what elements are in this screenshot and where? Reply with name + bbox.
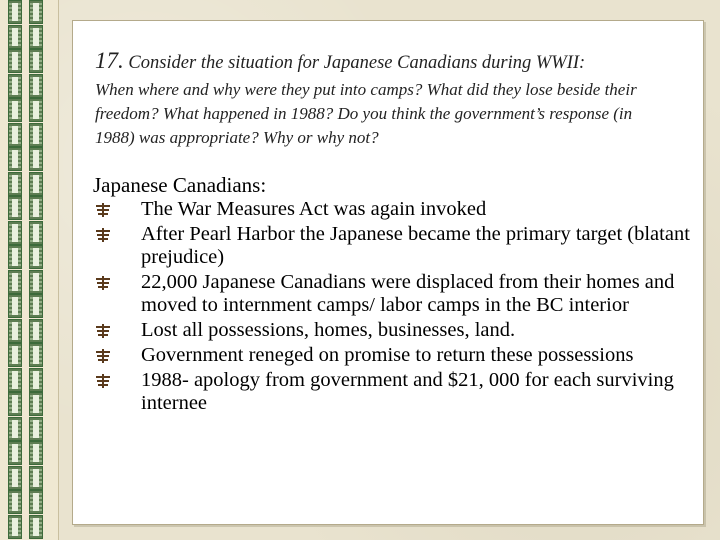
- wheat-bullet-icon: [95, 203, 111, 217]
- slide-title: [95, 39, 655, 150]
- border-pattern-cell: [29, 147, 43, 171]
- border-pattern-cell: [29, 196, 43, 220]
- border-pattern-cell: [29, 368, 43, 392]
- border-pattern-cell: [29, 221, 43, 245]
- bullet-text: Lost all possessions, homes, businesses, land.: [141, 319, 516, 341]
- border-pattern-cell: [8, 245, 22, 269]
- border-pattern-cell: [29, 0, 43, 24]
- border-pattern-cell: [8, 392, 22, 416]
- border-pattern-cell: [8, 25, 22, 49]
- border-pattern-cell: [8, 368, 22, 392]
- border-pattern-cell: [8, 294, 22, 318]
- question-number: 17.: [95, 48, 124, 73]
- slide-body: [93, 173, 693, 417]
- wheat-bullet-icon: [95, 228, 111, 242]
- border-pattern-cell: [29, 441, 43, 465]
- list-item: [93, 271, 693, 317]
- border-pattern-cell: [8, 172, 22, 196]
- border-pattern-cell: [8, 0, 22, 24]
- title-first-line: Consider the situation for Japanese Canadians during WWII:: [123, 53, 586, 73]
- list-item: [93, 319, 693, 342]
- border-pattern-cell: [29, 98, 43, 122]
- border-pattern-cell: [8, 490, 22, 514]
- border-pattern-cell: [8, 74, 22, 98]
- bullet-text: Government reneged on promise to return these possessions: [141, 344, 634, 366]
- bullet-text: The War Measures Act was again invoked: [141, 198, 487, 220]
- border-pattern-cell: [29, 319, 43, 343]
- border-pattern-cell: [29, 123, 43, 147]
- border-pattern-cell: [29, 25, 43, 49]
- wheat-bullet-icon: [95, 276, 111, 290]
- list-item: [93, 198, 693, 221]
- title-question-text: When where and why were they put into camps? What did they lose beside their freedom? What happened in 1988? Do you think the government’s response (in 1988) was appropriate? Why or why not?: [95, 80, 637, 147]
- border-pattern-cell: [8, 147, 22, 171]
- border-pattern-cell: [29, 294, 43, 318]
- border-pattern-cell: [8, 49, 22, 73]
- wheat-bullet-icon: [95, 324, 111, 338]
- border-pattern-cell: [29, 515, 43, 539]
- border-pattern-cell: [8, 319, 22, 343]
- border-column-left: [8, 0, 22, 540]
- list-item: [93, 344, 693, 367]
- border-pattern-cell: [8, 270, 22, 294]
- border-pattern-cell: [29, 392, 43, 416]
- wheat-bullet-icon: [95, 374, 111, 388]
- border-pattern-cell: [8, 417, 22, 441]
- border-pattern-cell: [29, 417, 43, 441]
- bullet-list: [93, 198, 693, 415]
- bullet-text: 22,000 Japanese Canadians were displaced from their homes and moved to internment camps/ labor camps in the BC interior: [141, 271, 675, 316]
- wheat-bullet-icon: [95, 349, 111, 363]
- decorative-border-strip: [0, 0, 59, 540]
- border-pattern-cell: [29, 49, 43, 73]
- border-pattern-cell: [8, 466, 22, 490]
- list-item: [93, 369, 693, 415]
- border-pattern-cell: [29, 74, 43, 98]
- border-pattern-cell: [29, 245, 43, 269]
- border-pattern-cell: [8, 221, 22, 245]
- border-pattern-cell: [29, 466, 43, 490]
- border-column-right: [29, 0, 43, 540]
- border-pattern-cell: [29, 490, 43, 514]
- border-pattern-cell: [8, 515, 22, 539]
- border-pattern-cell: [8, 343, 22, 367]
- bullet-text: After Pearl Harbor the Japanese became the primary target (blatant prejudice): [141, 223, 690, 268]
- bullet-text: 1988- apology from government and $21, 000 for each surviving internee: [141, 369, 674, 414]
- border-pattern-cell: [8, 98, 22, 122]
- slide-content-panel: [72, 20, 704, 525]
- list-item: [93, 223, 693, 269]
- section-heading: Japanese Canadians:: [93, 173, 267, 197]
- border-pattern-cell: [29, 343, 43, 367]
- border-pattern-cell: [29, 172, 43, 196]
- border-pattern-cell: [8, 123, 22, 147]
- border-pattern-cell: [29, 270, 43, 294]
- border-pattern-cell: [8, 441, 22, 465]
- border-pattern-cell: [8, 196, 22, 220]
